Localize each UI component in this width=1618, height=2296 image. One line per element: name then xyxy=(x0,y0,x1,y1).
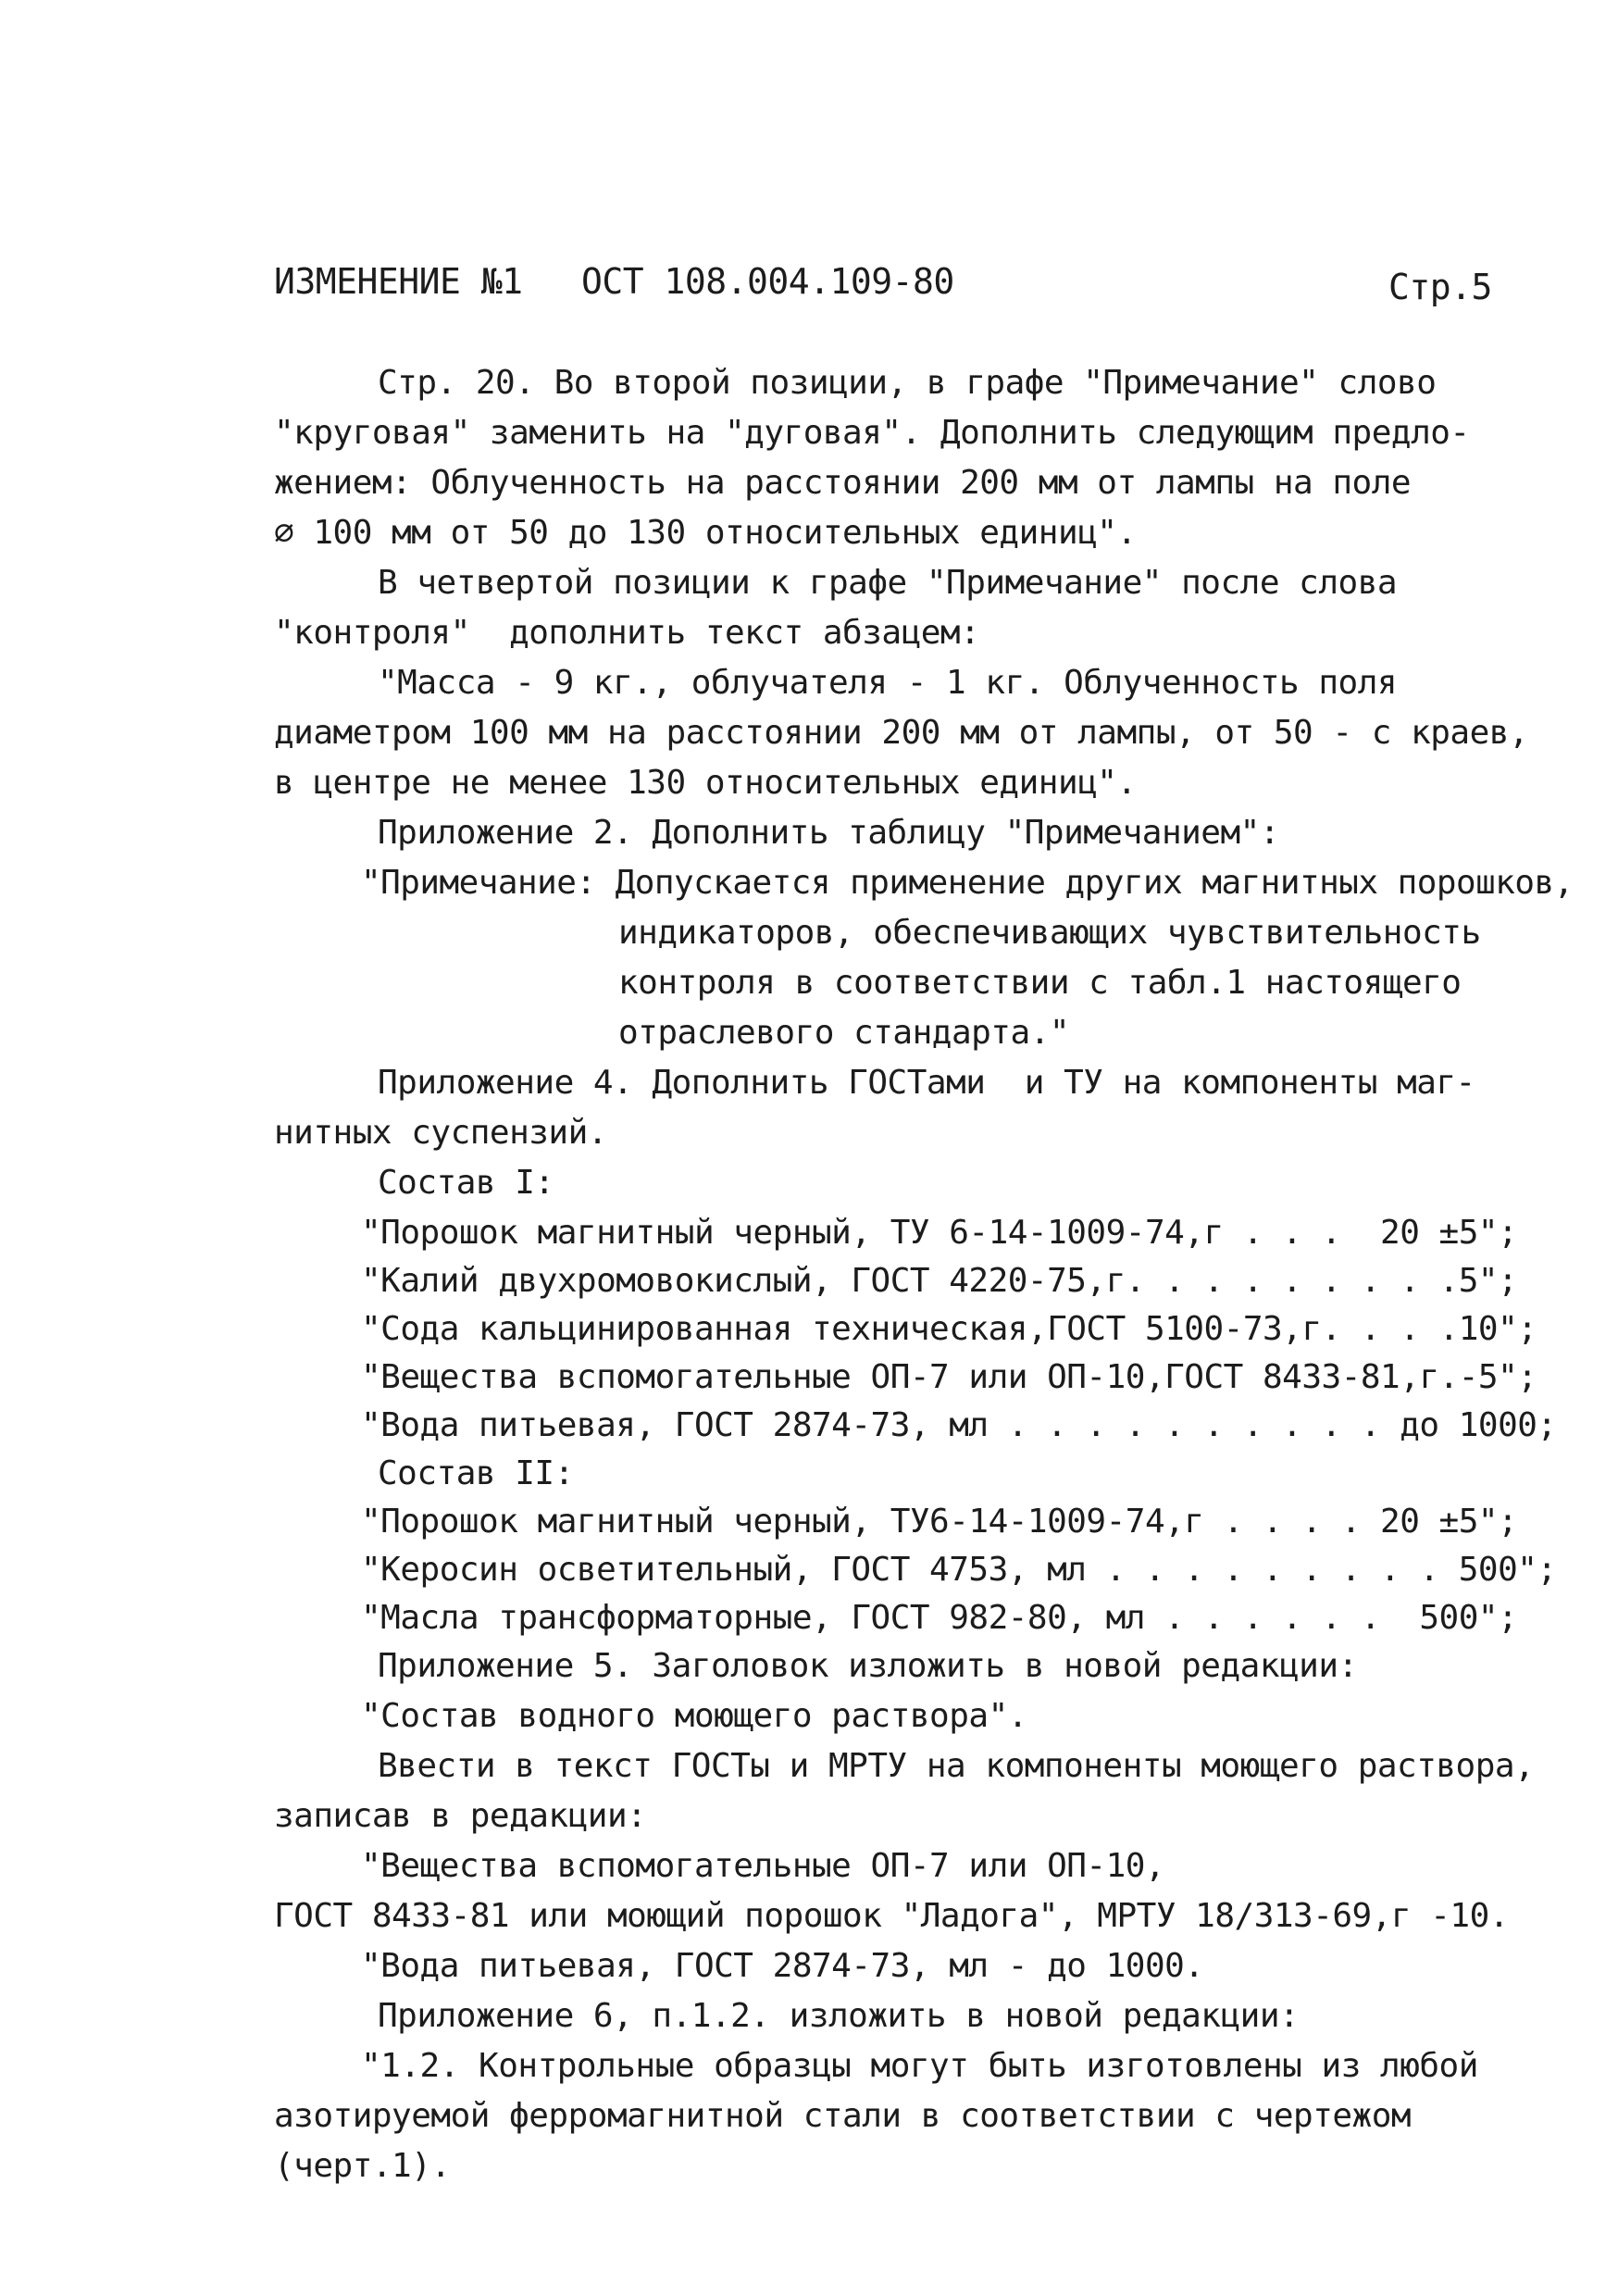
text-line: жением: Облученность на расстоянии 200 мм от лампы на поле xyxy=(274,464,1412,502)
text-line: "контроля" дополнить текст абзацем: xyxy=(274,614,980,652)
text-line: "Вещества вспомогательные ОП-7 или ОП-10,ГОСТ 8433-81,г.-5"; xyxy=(361,1358,1537,1396)
text-line: ∅ 100 мм от 50 до 130 относительных единиц". xyxy=(274,514,1137,552)
change-number: ИЗМЕНЕНИЕ №1 xyxy=(274,261,523,302)
page-number: Стр.5 xyxy=(1388,267,1492,307)
text-line: диаметром 100 мм на расстоянии 200 мм от лампы, от 50 - с краев, xyxy=(274,714,1529,752)
standard-number: ОСТ 108.004.109-80 xyxy=(581,261,954,302)
text-line: "Порошок магнитный черный, ТУ 6-14-1009-74,г . . . 20 ±5"; xyxy=(361,1214,1518,1252)
text-line: Приложение 2. Дополнить таблицу "Примечанием": xyxy=(378,814,1279,852)
text-line: Состав II: xyxy=(378,1454,574,1492)
text-line: записав в редакции: xyxy=(274,1797,647,1835)
text-line: "Примечание: Допускается применение других магнитных порошков, xyxy=(361,864,1574,902)
text-line: "Вода питьевая, ГОСТ 2874-73, мл - до 1000. xyxy=(361,1947,1204,1985)
text-line: "Состав водного моющего раствора". xyxy=(361,1697,1027,1735)
text-line: "круговая" заменить на "дуговая". Дополнить следующим предло- xyxy=(274,414,1470,452)
text-line: "Порошок магнитный черный, ТУ6-14-1009-74,г . . . . 20 ±5"; xyxy=(361,1503,1518,1541)
text-line: "Сода кальцинированная техническая,ГОСТ 5100-73,г. . . .10"; xyxy=(361,1310,1537,1348)
text-line: "1.2. Контрольные образцы могут быть изготовлены из любой xyxy=(361,2047,1478,2085)
text-line: нитных суспензий. xyxy=(274,1114,607,1152)
text-line: Ввести в текст ГОСТы и МРТУ на компоненты моющего раствора, xyxy=(378,1747,1535,1785)
text-line: В четвертой позиции к графе "Примечание" после слова xyxy=(378,564,1398,602)
text-line: "Масса - 9 кг., облучателя - 1 кг. Облученность поля xyxy=(378,664,1398,702)
text-line: (черт.1). xyxy=(274,2147,451,2185)
text-line: Приложение 4. Дополнить ГОСТами и ТУ на компоненты маг- xyxy=(378,1064,1475,1102)
text-line: "Керосин осветительный, ГОСТ 4753, мл . . . . . . . . . 500"; xyxy=(361,1551,1557,1589)
text-line: контроля в соответствии с табл.1 настоящего xyxy=(618,964,1462,1002)
text-line: Стр. 20. Во второй позиции, в графе "Примечание" слово xyxy=(378,364,1437,402)
text-line: отраслевого стандарта." xyxy=(618,1014,1069,1052)
text-line: азотируемой ферромагнитной стали в соответствии с чертежом xyxy=(274,2097,1412,2135)
text-line: в центре не менее 130 относительных единиц". xyxy=(274,764,1137,802)
text-line: ГОСТ 8433-81 или моющий порошок "Ладога", МРТУ 18/313-69,г -10. xyxy=(274,1897,1509,1935)
text-line: "Вещества вспомогательные ОП-7 или ОП-10, xyxy=(361,1847,1165,1885)
text-line: индикаторов, обеспечивающих чувствительность xyxy=(618,914,1481,952)
text-line: "Калий двухромовокислый, ГОСТ 4220-75,г. . . . . . . . .5"; xyxy=(361,1262,1518,1300)
text-line: Приложение 5. Заголовок изложить в новой редакции: xyxy=(378,1647,1358,1685)
text-line: Приложение 6, п.1.2. изложить в новой редакции: xyxy=(378,1997,1300,2035)
text-line: Состав I: xyxy=(378,1164,554,1202)
text-line: "Вода питьевая, ГОСТ 2874-73, мл . . . . . . . . . . до 1000; xyxy=(361,1406,1557,1444)
text-line: "Масла трансформаторные, ГОСТ 982-80, мл . . . . . . 500"; xyxy=(361,1599,1518,1637)
